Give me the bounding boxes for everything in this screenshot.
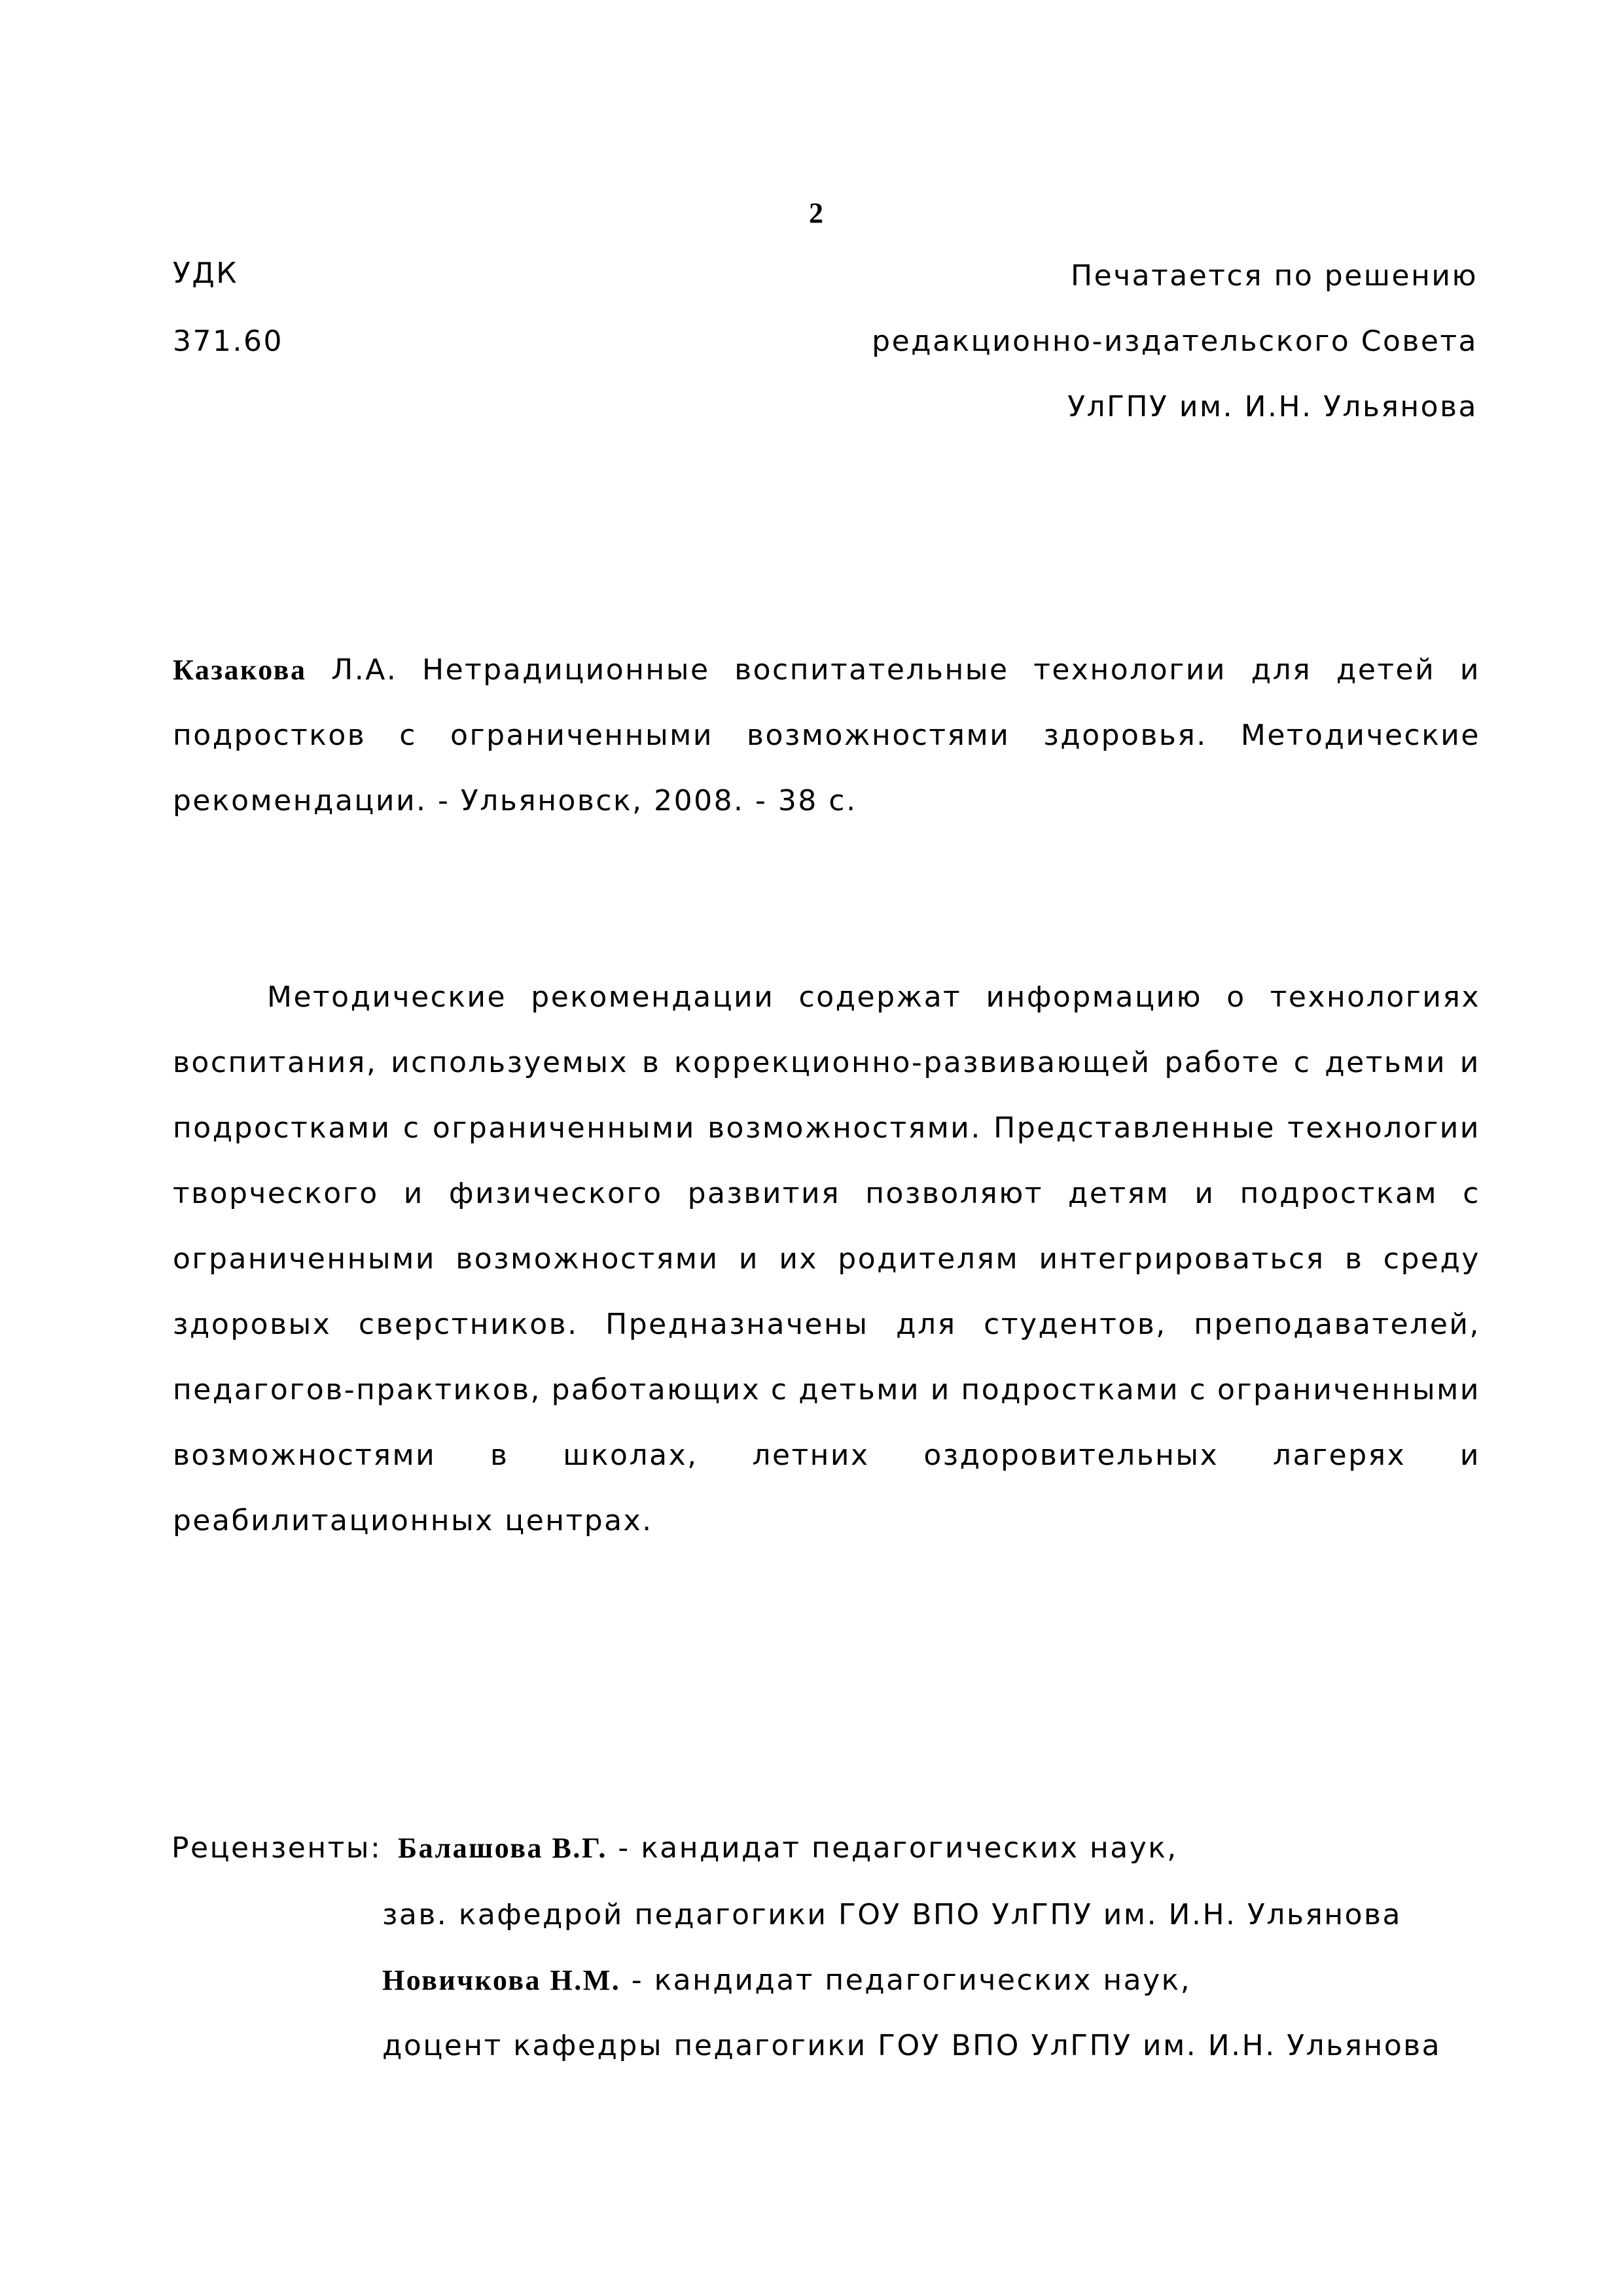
page-number: 2 [809,197,823,229]
citation-line-2: подростков с ограниченными возможностями здоровья. Методические [173,719,1480,752]
abstract-line-3: подростками с ограниченными возможностями. Представленные технологии [173,1111,1480,1145]
abstract-line-5: ограниченными возможностями и их родителям интегрироваться в среду [173,1242,1480,1276]
abstract-line-9: реабилитационных центрах. [173,1504,653,1537]
reviewer-1-name: Балашова В.Г. [398,1832,607,1864]
abstract-line-6: здоровых сверстников. Предназначены для студентов, преподавателей, [173,1308,1480,1341]
reviewer-2-title: - кандидат педагогических наук, [620,1964,1192,1997]
abstract-line-2: воспитания, используемых в коррекционно-развивающей работе с детьми и [173,1046,1480,1079]
imprint-line-2: редакционно-издательского Совета [872,325,1478,358]
reviewer-2-line [382,1962,1191,1999]
reviewers-label: Рецензенты: [171,1831,382,1865]
abstract-line-7: педагогов-практиков, работающих с детьми и подростками с ограниченными [173,1373,1480,1407]
udk-code: 371.60 [173,325,283,358]
citation-line-3: рекомендации. - Ульяновск, 2008. - 38 с. [173,784,857,817]
udk-label: УДК [173,257,238,290]
citation-line-1: Казакова Л.А. Нетрадиционные воспитательные технологии для детей и [173,652,1480,689]
citation-author: Казакова [173,654,307,686]
abstract-line-1: Методические рекомендации содержат информацию о технологиях [267,980,1480,1014]
reviewer-2-position: доцент кафедры педагогики ГОУ ВПО УлГПУ им. И.Н. Ульянова [382,2029,1442,2062]
reviewer-1-position: зав. кафедрой педагогики ГОУ ВПО УлГПУ им. И.Н. Ульянова [382,1898,1402,1931]
imprint-line-1: Печатается по решению [1071,259,1478,293]
abstract-line-8: возможностями в школах, летних оздоровительных лагерях и [173,1439,1480,1472]
imprint-line-3: УлГПУ им. И.Н. Ульянова [1067,390,1478,423]
reviewer-2-name: Новичкова Н.М. [382,1964,621,1996]
reviewer-1-title: - кандидат педагогических наук, [607,1831,1178,1865]
reviewer-1-line [398,1830,1178,1867]
abstract-line-4: творческого и физического развития позволяют детям и подросткам с [173,1177,1480,1210]
